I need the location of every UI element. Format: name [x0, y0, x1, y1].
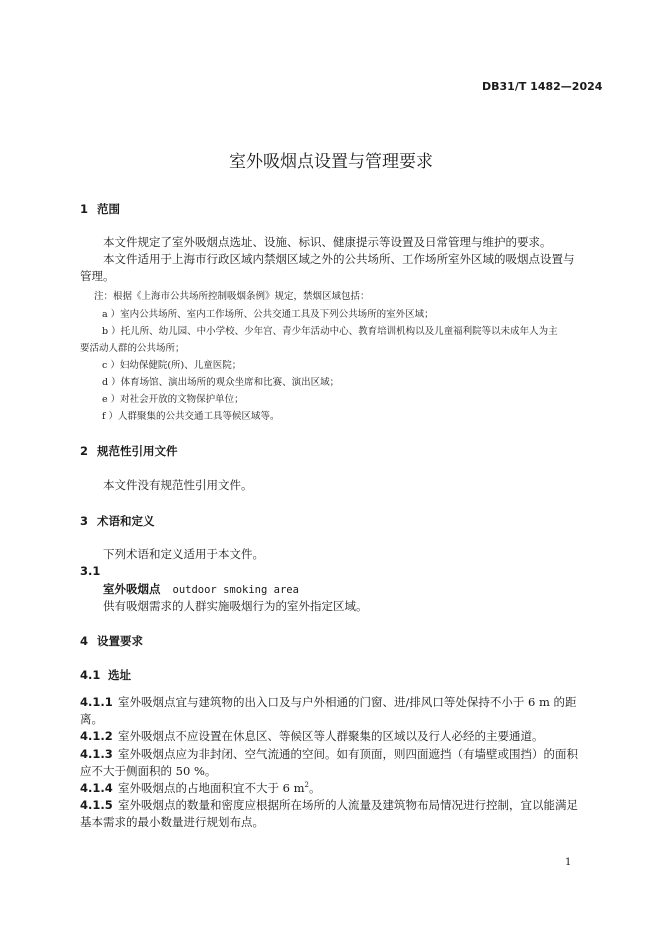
clause-number: 4.1.4 [80, 781, 113, 795]
clause-number: 4.1.2 [80, 729, 113, 743]
term-entry [103, 581, 299, 597]
normative-references-text: 本文件没有规范性引用文件。 [103, 478, 253, 492]
scope-paragraph-1: 本文件规定了室外吸烟点选址、设施、标识、健康提示等设置及日常管理与维护的要求。 [103, 235, 552, 249]
clause-text: 室外吸烟点不应设置在休息区、等候区等人群聚集的区域以及行人必经的主要通道。 [118, 729, 544, 743]
term-chinese: 室外吸烟点 [103, 582, 161, 596]
clause-text: 室外吸烟点应为非封闭、空气流通的空间。如有顶面，则四面遮挡（有墙壁或围挡）的面积 [118, 747, 578, 761]
section-4-heading [80, 633, 143, 649]
clause-text: 室外吸烟点的数量和密度应根据所在场所的人流量及建筑物布局情况进行控制，宜以能满足 [118, 798, 578, 812]
note-item-b-line-1: b ）托儿所、幼儿园、中小学校、少年宫、青少年活动中心、教育培训机构以及儿童福利院等以未成年人为主 [102, 326, 558, 337]
note-item-d: d ）体育场馆、演出场所的观众坐席和比赛、演出区域； [102, 377, 340, 388]
section-number: 2 [80, 444, 89, 458]
clause-4-1-3-line-1 [80, 746, 578, 762]
section-1-heading [80, 201, 120, 217]
page-title: 室外吸烟点设置与管理要求 [229, 152, 433, 172]
section-number: 1 [80, 202, 89, 216]
clause-number: 4.1.1 [80, 695, 113, 709]
clause-number: 4.1.5 [80, 798, 113, 812]
terms-intro: 下列术语和定义适用于本文件。 [103, 547, 264, 561]
section-number: 3 [80, 514, 89, 528]
scope-paragraph-2-line-2: 管理。 [80, 269, 115, 283]
note-item-b-line-2: 要活动人群的公共场所； [80, 343, 185, 354]
note-item-a: a ）室内公共场所、室内工作场所、公共交通工具及下列公共场所的室外区域； [102, 309, 434, 320]
section-number: 4 [80, 634, 89, 648]
subsection-title: 选址 [108, 668, 131, 682]
section-title: 术语和定义 [97, 514, 155, 528]
clause-4-1-5-line-1 [80, 797, 578, 813]
clause-text: 室外吸烟点宜与建筑物的出入口及与户外相通的门窗、进/排风口等处保持不小于 6 m 的距 [118, 695, 577, 709]
scope-note: 注：根据《上海市公共场所控制吸烟条例》规定，禁烟区域包括： [94, 291, 370, 302]
clause-4-1-3-line-2: 应不大于侧面积的 50 %。 [80, 764, 217, 778]
section-title: 设置要求 [97, 634, 143, 648]
page-number: 1 [565, 857, 572, 868]
note-item-f: f ）人群聚集的公共交通工具等候区域等。 [102, 411, 280, 422]
section-3-heading [80, 513, 155, 529]
subsection-4-1-heading [80, 667, 131, 683]
term-english: outdoor smoking area [172, 584, 299, 596]
subsection-number: 4.1 [80, 668, 101, 682]
term-definition: 供有吸烟需求的人群实施吸烟行为的室外指定区域。 [103, 599, 368, 613]
superscript: 2 [304, 781, 309, 790]
scope-paragraph-2-line-1: 本文件适用于上海市行政区域内禁烟区域之外的公共场所、工作场所室外区域的吸烟点设置与 [103, 252, 575, 266]
clause-4-1-1-line-2: 离。 [80, 712, 103, 726]
section-title: 范围 [97, 202, 120, 216]
note-item-c: c ）妇幼保健院(所)、儿童医院； [102, 360, 242, 371]
clause-4-1-4 [80, 780, 321, 796]
clause-4-1-1-line-1 [80, 694, 577, 710]
term-number: 3.1 [80, 564, 101, 578]
clause-4-1-2 [80, 728, 544, 744]
section-title: 规范性引用文件 [97, 444, 178, 458]
clause-4-1-5-line-2: 基本需求的最小数量进行规划布点。 [80, 815, 264, 829]
note-item-e: e ）对社会开放的文物保护单位； [102, 394, 244, 405]
clause-number: 4.1.3 [80, 747, 113, 761]
section-2-heading [80, 443, 178, 459]
clause-text: 室外吸烟点的占地面积宜不大于 6 m [118, 781, 305, 795]
document-code: DB31/T 1482—2024 [482, 80, 603, 93]
clause-end: 。 [309, 781, 321, 795]
